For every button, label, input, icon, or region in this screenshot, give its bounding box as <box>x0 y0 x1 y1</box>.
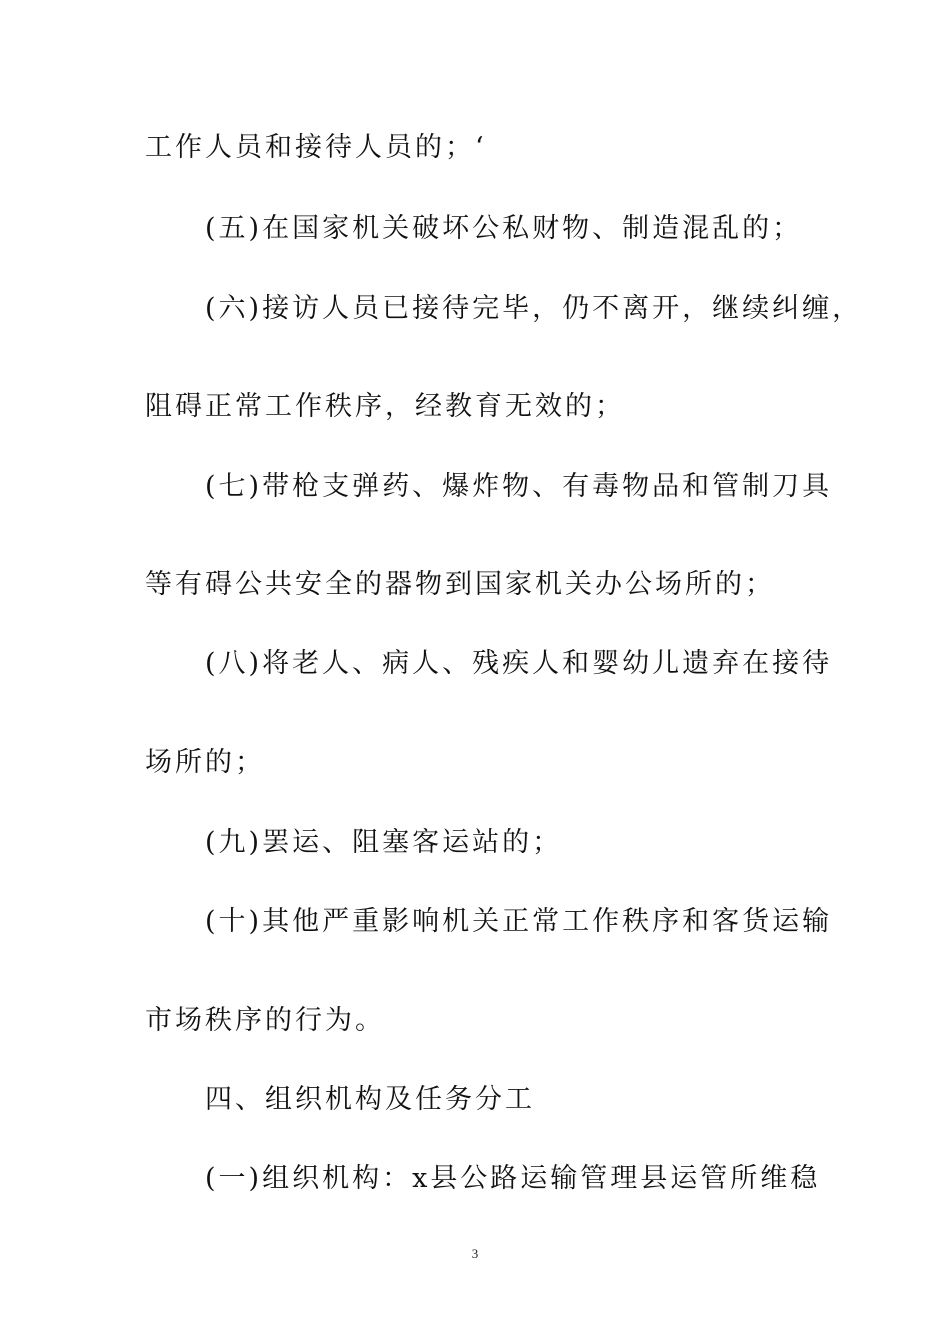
text-line-7: (八)将老人、病人、残疾人和婴幼儿遗弃在接待 <box>205 648 833 679</box>
text-line-3: (六)接访人员已接待完毕，仍不离开，继续纠缠， <box>205 293 863 324</box>
page-number: 3 <box>471 1246 479 1261</box>
section-heading: 四、组织机构及任务分工 <box>205 1084 535 1115</box>
text-line-5: (七)带枪支弹药、爆炸物、有毒物品和管制刀具 <box>205 471 833 502</box>
text-line-13: (一)组织机构：x县公路运输管理县运管所维稳 <box>205 1163 821 1194</box>
text-line-8: 场所的； <box>145 747 265 778</box>
text-line-9: (九)罢运、阻塞客运站的； <box>205 827 563 858</box>
text-line-10: (十)其他严重影响机关正常工作秩序和客货运输 <box>205 906 833 937</box>
text-line-1: 工作人员和接待人员的；‘ <box>145 132 487 163</box>
text-line-11: 市场秩序的行为。 <box>145 1005 385 1036</box>
text-line-6: 等有碍公共安全的器物到国家机关办公场所的； <box>145 569 775 600</box>
text-line-4: 阻碍正常工作秩序，经教育无效的； <box>145 391 625 422</box>
text-line-2: (五)在国家机关破坏公私财物、制造混乱的； <box>205 213 803 244</box>
